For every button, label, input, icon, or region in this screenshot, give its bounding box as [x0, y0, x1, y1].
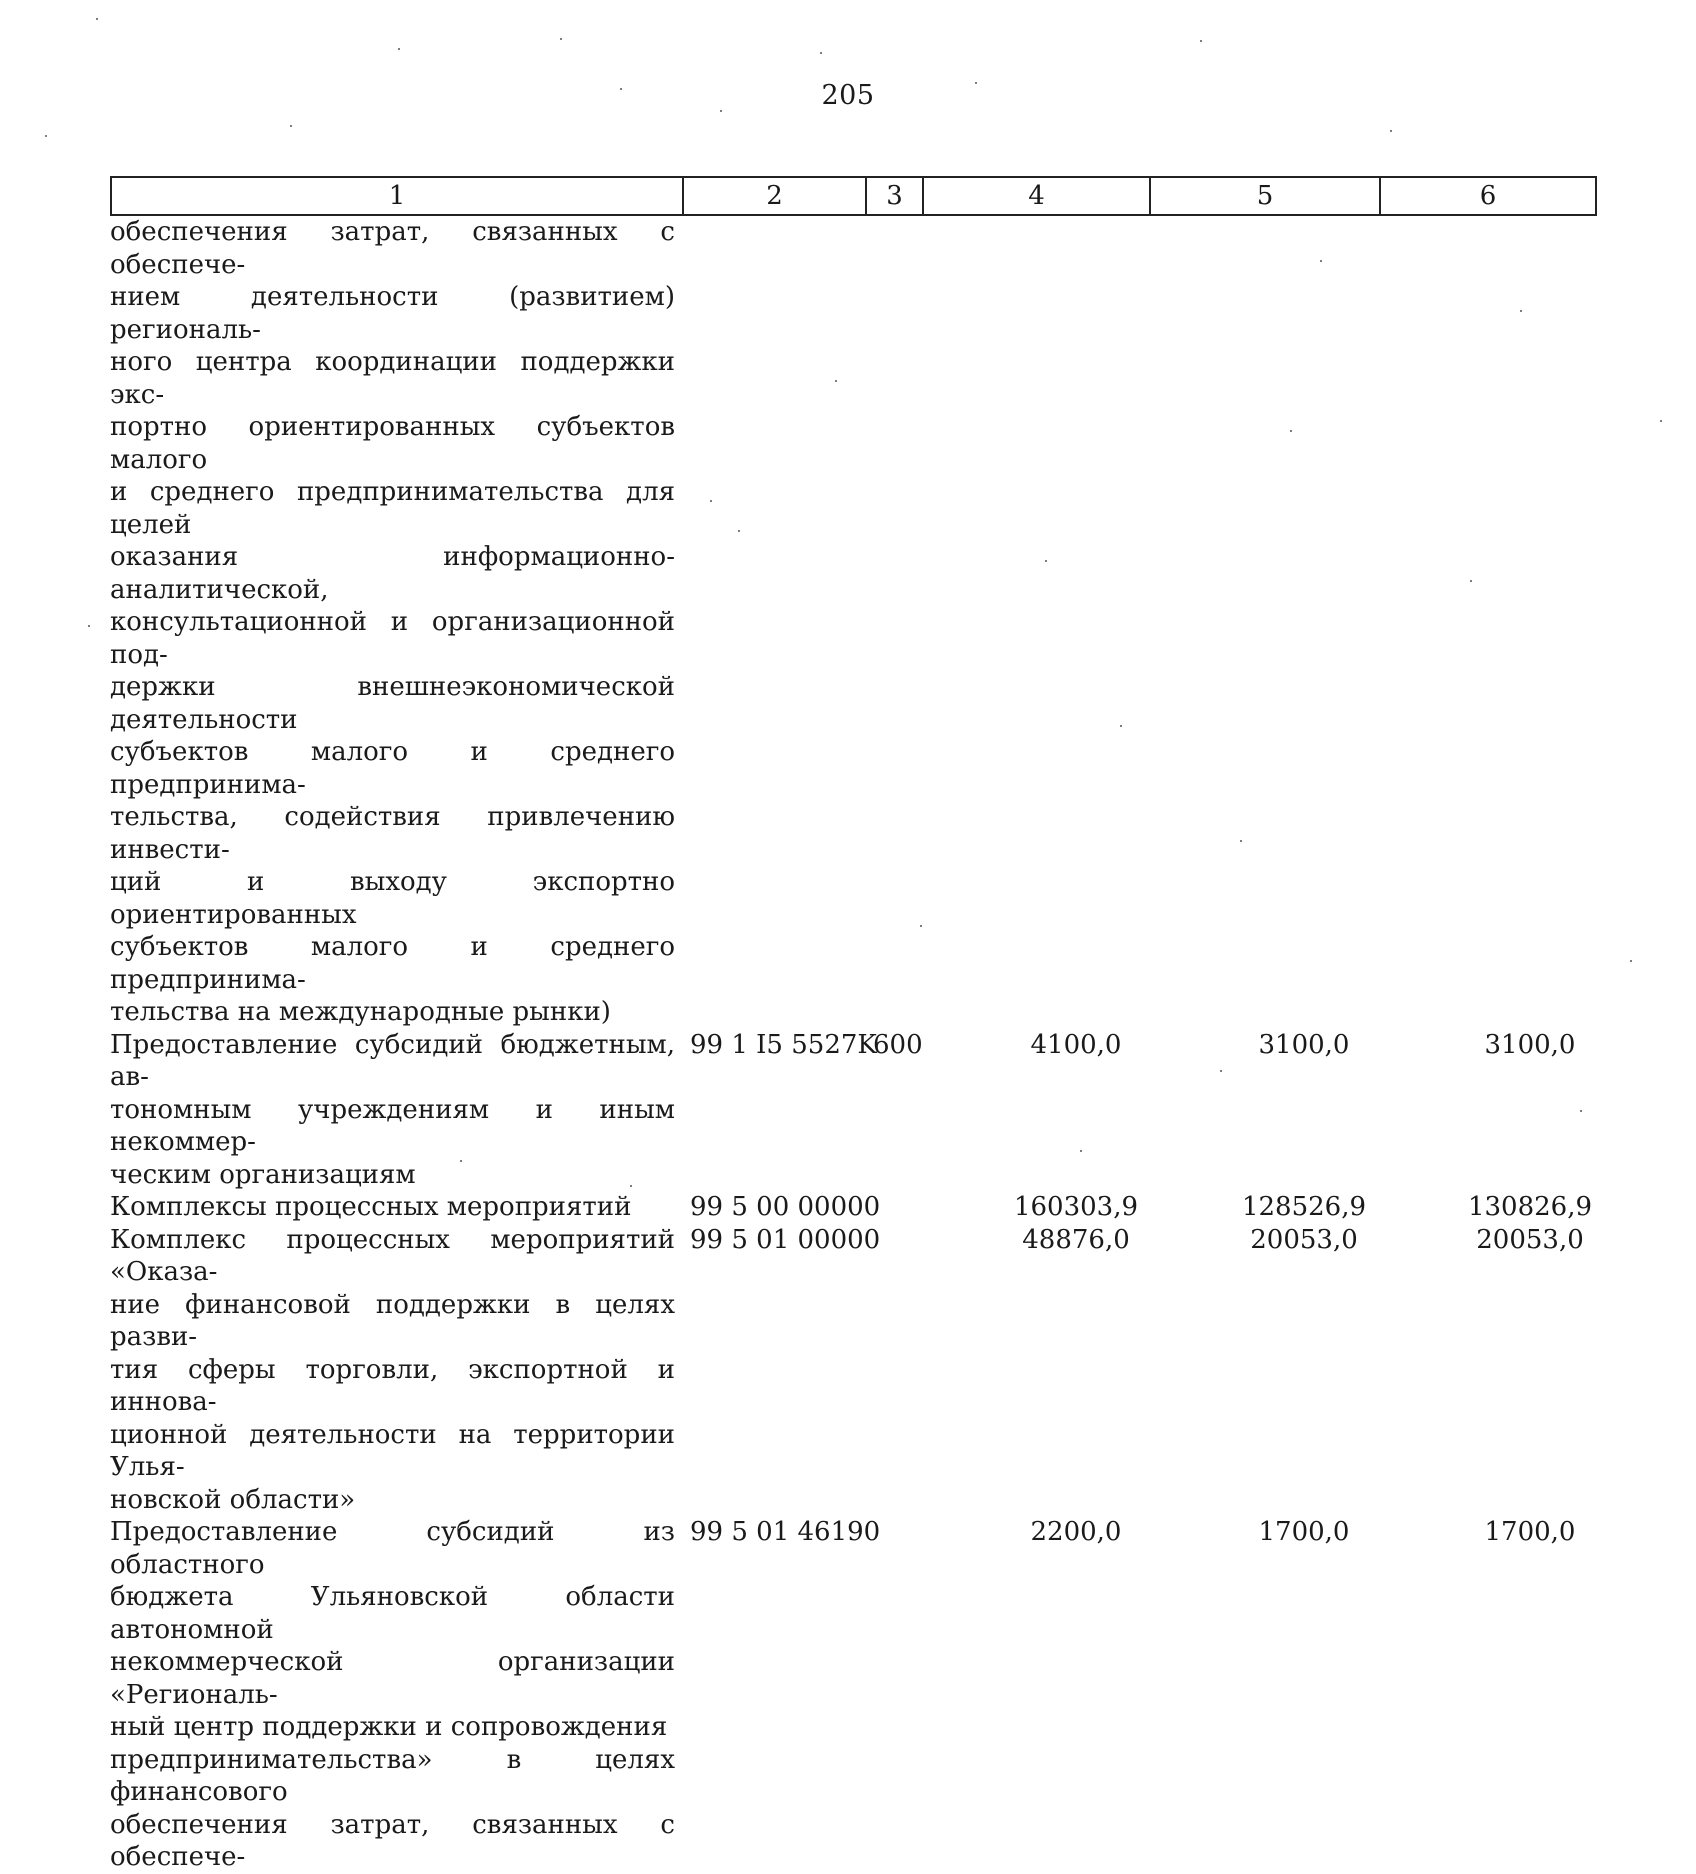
- row-col5: 3100,0: [1258, 1029, 1350, 1060]
- row-description: Комплекс процессных мероприятий «Оказа- ние финансовой поддержки в целях разви- тия сферы торговли, экспортной и иннова- ционной деятельности на территории Улья- новской области»: [110, 1224, 675, 1515]
- table-row: [110, 216, 675, 1029]
- row-col5: 128526,9: [1241, 1192, 1367, 1222]
- row-code: 99 1 I5 5527K: [690, 1029, 877, 1060]
- table-row: [110, 1516, 1576, 1874]
- table-row: [110, 1029, 1576, 1192]
- column-header-3: 3: [866, 177, 923, 215]
- row-col5: 20053,0: [1250, 1224, 1358, 1255]
- row-col4: 2200,0: [1030, 1517, 1122, 1547]
- row-code: 99 5 01 46190: [690, 1517, 881, 1547]
- column-header-6: 6: [1380, 177, 1596, 215]
- page-number: 205: [821, 80, 875, 111]
- row-description: Комплексы процессных мероприятий: [110, 1192, 632, 1222]
- row-col6: 130826,9: [1467, 1192, 1593, 1222]
- column-header-row: [111, 177, 1596, 215]
- row-col5: 1700,0: [1258, 1517, 1350, 1547]
- table-row: [110, 1224, 1584, 1517]
- row-description: Предоставление субсидий бюджетным, ав- тономным учреждениям и иным некоммер- ческим организациям: [110, 1029, 675, 1190]
- column-header-1: 1: [111, 177, 683, 215]
- row-description: Предоставление субсидий из областного бюджета Ульяновской области автономной некоммерческой организации «Региональ- ный центр поддержки и сопровождения предпринимательства» в целях финансового обеспечения затрат, связанных с обеспече-: [110, 1517, 675, 1872]
- row-col4: 4100,0: [1030, 1029, 1122, 1060]
- table-row: [110, 1191, 1593, 1224]
- row-col6: 1700,0: [1484, 1517, 1576, 1547]
- row-col4: 48876,0: [1022, 1224, 1130, 1255]
- column-header-4: 4: [923, 177, 1150, 215]
- table-body: [110, 216, 1593, 1874]
- row-col4: 160303,9: [1013, 1192, 1139, 1222]
- row-code: 99 5 01 00000: [690, 1224, 881, 1255]
- row-col6: 20053,0: [1476, 1224, 1584, 1255]
- row-description: обеспечения затрат, связанных с обеспече- нием деятельности (развитием) региональ- ного центра координации поддержки экс- портно ориентированных субъектов малого и среднего предпринимательства для целей оказания информационно-аналитической, консультационной и организационной под- держки внешнеэкономической деятельности субъектов малого и среднего предпринима- тельства, содействия привлечению инвести- ций и выходу экспортно ориентированных субъектов малого и среднего предпринима- тельства на международные рынки): [110, 217, 675, 1027]
- row-col6: 3100,0: [1484, 1029, 1576, 1060]
- row-code: 99 5 00 00000: [690, 1192, 881, 1222]
- column-header-2: 2: [683, 177, 866, 215]
- column-header-table: [110, 176, 1597, 216]
- column-header-5: 5: [1150, 177, 1380, 215]
- row-type: 600: [873, 1029, 923, 1060]
